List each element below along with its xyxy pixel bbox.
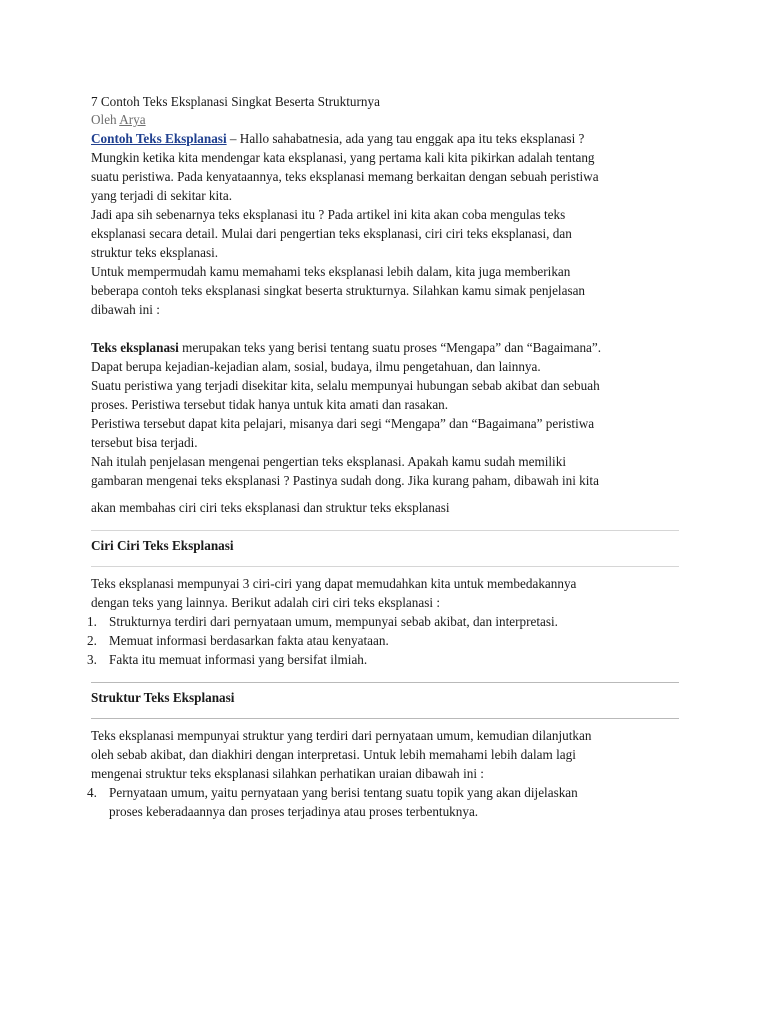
definition-line: Suatu peristiwa yang terjadi disekitar kita, selalu mempunyai hubungan sebab akibat dan sebuah — [91, 378, 600, 393]
intro-line — [91, 129, 584, 148]
intro-line: Mungkin ketika kita mendengar kata eksplanasi, yang pertama kali kita pikirkan adalah tentang — [91, 150, 595, 165]
definition-line: Dapat berupa kejadian-kejadian alam, sosial, budaya, ilmu pengetahuan, dan lainnya. — [91, 359, 541, 374]
intro-line: Jadi apa sih sebenarnya teks eksplanasi itu ? Pada artikel ini kita akan coba mengulas teks — [91, 207, 566, 222]
list-item: Memuat informasi berdasarkan fakta atau kenyataan. — [109, 633, 389, 648]
list-item: Strukturnya terdiri dari pernyataan umum, mempunyai sebab akibat, dan interpretasi. — [109, 614, 558, 629]
divider — [91, 718, 679, 719]
definition-line: Peristiwa tersebut dapat kita pelajari, misanya dari segi “Mengapa” dan “Bagaimana” peristiwa — [91, 416, 595, 431]
definition-line: Nah itulah penjelasan mengenai pengertian teks eksplanasi. Apakah kamu sudah memiliki — [91, 454, 566, 469]
list-number: 4. — [87, 785, 97, 800]
intro-line: struktur teks eksplanasi. — [91, 245, 219, 260]
divider — [91, 682, 679, 683]
author-link[interactable]: Arya — [119, 112, 146, 127]
definition-line: akan membahas ciri ciri teks eksplanasi dan struktur teks eksplanasi — [91, 500, 450, 515]
definition-text: merupakan teks yang berisi tentang suatu proses “Mengapa” dan “Bagaimana”. — [178, 340, 602, 355]
intro-line: Untuk mempermudah kamu memahami teks eksplanasi lebih dalam, kita juga memberikan — [91, 264, 571, 279]
list-item: Fakta itu memuat informasi yang bersifat ilmiah. — [109, 652, 368, 667]
intro-line: yang terjadi di sekitar kita. — [91, 188, 232, 203]
struktur-paragraph-line: oleh sebab akibat, dan diakhiri dengan interpretasi. Untuk lebih memahami lebih dalam lagi — [91, 747, 576, 762]
intro-text: – Hallo sahabatnesia, ada yang tau enggak apa itu teks eksplanasi ? — [226, 131, 585, 146]
list-item-continuation: proses keberadaannya dan proses terjadinya atau proses terbentuknya. — [109, 804, 479, 819]
page-title: 7 Contoh Teks Eksplanasi Singkat Beserta Strukturnya — [91, 94, 380, 109]
divider — [91, 530, 679, 531]
definition-line — [91, 338, 601, 357]
contoh-teks-eksplanasi-link[interactable]: Contoh Teks Eksplanasi — [91, 131, 227, 146]
intro-line: dibawah ini : — [91, 302, 160, 317]
intro-line: eksplanasi secara detail. Mulai dari pengertian teks eksplanasi, ciri ciri teks eksplanasi, dan — [91, 226, 572, 241]
intro-line: suatu peristiwa. Pada kenyataannya, teks eksplanasi memang berkaitan dengan sebuah peristiwa — [91, 169, 599, 184]
byline-prefix: Oleh — [91, 112, 120, 127]
struktur-paragraph-line: mengenai struktur teks eksplanasi silahkan perhatikan uraian dibawah ini : — [91, 766, 484, 781]
struktur-heading: Struktur Teks Eksplanasi — [91, 690, 235, 705]
ciri-paragraph-line: dengan teks yang lainnya. Berikut adalah ciri ciri teks eksplanasi : — [91, 595, 440, 610]
definition-line: gambaran mengenai teks eksplanasi ? Pastinya sudah dong. Jika kurang paham, dibawah ini kita — [91, 473, 599, 488]
list-number: 1. — [87, 614, 97, 629]
list-number: 3. — [87, 652, 97, 667]
byline — [91, 110, 146, 129]
definition-term: Teks eksplanasi — [91, 340, 179, 355]
definition-line: proses. Peristiwa tersebut tidak hanya untuk kita amati dan rasakan. — [91, 397, 449, 412]
ciri-heading: Ciri Ciri Teks Eksplanasi — [91, 538, 234, 553]
divider — [91, 566, 679, 567]
ciri-paragraph-line: Teks eksplanasi mempunyai 3 ciri-ciri yang dapat memudahkan kita untuk membedakannya — [91, 576, 577, 591]
intro-line: beberapa contoh teks eksplanasi singkat beserta strukturnya. Silahkan kamu simak penjelasan — [91, 283, 586, 298]
definition-line: tersebut bisa terjadi. — [91, 435, 198, 450]
struktur-paragraph-line: Teks eksplanasi mempunyai struktur yang terdiri dari pernyataan umum, kemudian dilanjutkan — [91, 728, 592, 743]
list-number: 2. — [87, 633, 97, 648]
list-item: Pernyataan umum, yaitu pernyataan yang berisi tentang suatu topik yang akan dijelaskan — [109, 785, 578, 800]
